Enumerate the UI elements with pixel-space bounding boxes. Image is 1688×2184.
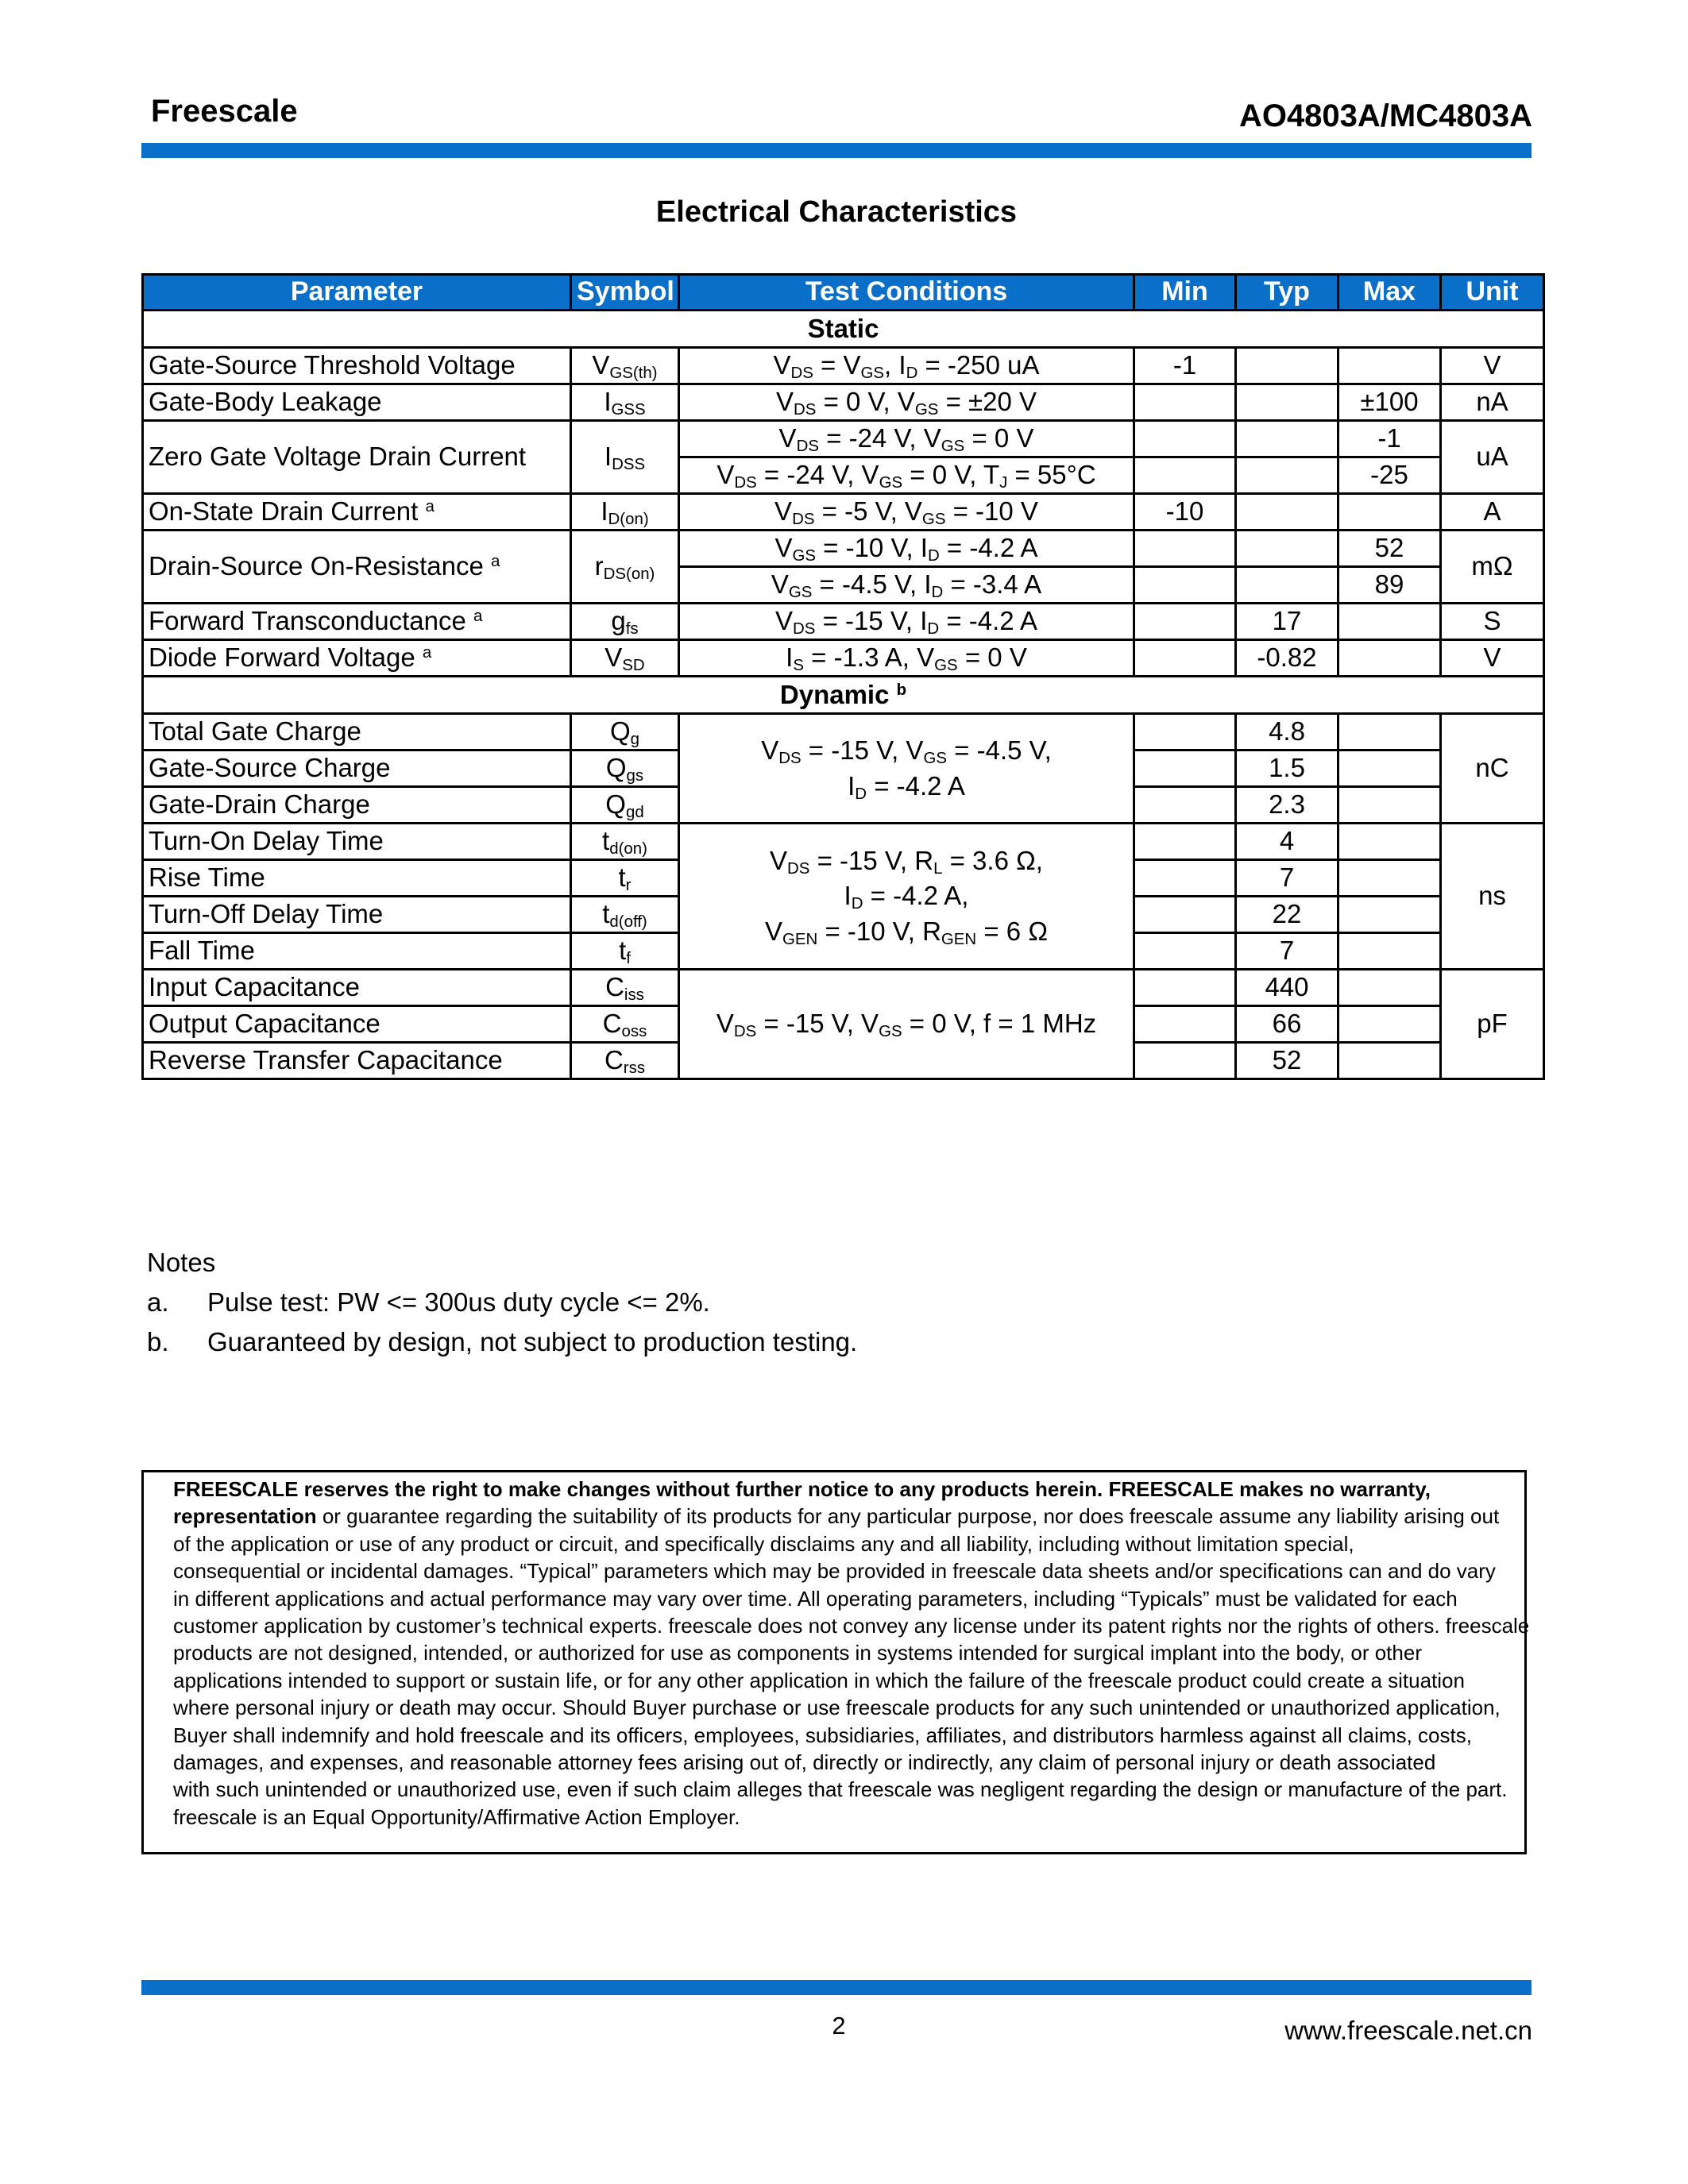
condition-cell: $V_{DS} = -24$ V, $V_{GS} = 0$ V bbox=[679, 421, 1134, 457]
table-row bbox=[143, 494, 1544, 531]
notes-section bbox=[147, 1243, 857, 1362]
unit-cell: ns bbox=[1441, 824, 1544, 970]
unit-cell: S bbox=[1441, 604, 1544, 640]
parameter-cell: Fall Time bbox=[143, 933, 571, 970]
typ-cell: 4.8 bbox=[1236, 714, 1338, 751]
table-row bbox=[143, 824, 1544, 860]
notes-heading: Notes bbox=[147, 1248, 216, 1277]
note-text: Pulse test: PW <= 300us duty cycle <= 2%. bbox=[207, 1287, 710, 1317]
column-header: Test Conditions bbox=[679, 275, 1134, 311]
max-cell: 52 bbox=[1338, 531, 1441, 567]
condition-cell: $V_{DS} = -15$ V, $I_D = -4.2$ A bbox=[679, 604, 1134, 640]
table-header-row bbox=[143, 275, 1544, 311]
symbol-cell: $Q_g$ bbox=[571, 714, 679, 751]
symbol-cell: $C_{iss}$ bbox=[571, 970, 679, 1006]
column-header: Typ bbox=[1236, 275, 1338, 311]
min-cell bbox=[1134, 860, 1236, 897]
max-cell bbox=[1338, 348, 1441, 384]
max-cell bbox=[1338, 1043, 1441, 1079]
unit-cell: uA bbox=[1441, 421, 1544, 494]
max-cell bbox=[1338, 970, 1441, 1006]
disclaimer-heading: FREESCALE reserves the right to make changes without further notice to any products herein. FREESCALE makes no warranty, bbox=[173, 1477, 1431, 1501]
note-key: b. bbox=[147, 1327, 169, 1356]
table-row bbox=[143, 604, 1544, 640]
unit-cell: mΩ bbox=[1441, 531, 1544, 604]
parameter-cell: Reverse Transfer Capacitance bbox=[143, 1043, 571, 1079]
parameter-cell: Gate-Source Charge bbox=[143, 751, 571, 787]
min-cell bbox=[1134, 604, 1236, 640]
disclaimer-line: in different applications and actual performance may vary over time. All operating parameters, including “Typicals” must be validated for each bbox=[173, 1586, 1458, 1611]
parameter-cell: On-State Drain Current $^a$ bbox=[143, 494, 571, 531]
disclaimer-line: freescale is an Equal Opportunity/Affirmative Action Employer. bbox=[173, 1804, 740, 1829]
symbol-cell: $t_r$ bbox=[571, 860, 679, 897]
symbol-cell: $g_{fs}$ bbox=[571, 604, 679, 640]
typ-cell: 2.3 bbox=[1236, 787, 1338, 824]
unit-cell: A bbox=[1441, 494, 1544, 531]
max-cell bbox=[1338, 714, 1441, 751]
min-cell bbox=[1134, 787, 1236, 824]
symbol-cell: $r_{DS(on)}$ bbox=[571, 531, 679, 604]
min-cell bbox=[1134, 933, 1236, 970]
table-row bbox=[143, 421, 1544, 457]
symbol-cell: $I_{DSS}$ bbox=[571, 421, 679, 494]
min-cell bbox=[1134, 457, 1236, 494]
unit-cell: pF bbox=[1441, 970, 1544, 1079]
column-header: Max bbox=[1338, 275, 1441, 311]
min-cell bbox=[1134, 384, 1236, 421]
min-cell bbox=[1134, 751, 1236, 787]
max-cell: -25 bbox=[1338, 457, 1441, 494]
electrical-characteristics-table bbox=[141, 273, 1545, 1080]
parameter-cell: Output Capacitance bbox=[143, 1006, 571, 1043]
symbol-cell: $V_{SD}$ bbox=[571, 640, 679, 677]
min-cell bbox=[1134, 714, 1236, 751]
typ-cell bbox=[1236, 421, 1338, 457]
disclaimer-line: customer application by customer’s technical experts. freescale does not convey any license under its patent rights nor the rights of others. freescale bbox=[173, 1614, 1530, 1638]
section-row-static bbox=[143, 311, 1544, 348]
column-header: Symbol bbox=[571, 275, 679, 311]
max-cell bbox=[1338, 494, 1441, 531]
website-url: www.freescale.net.cn bbox=[1284, 2016, 1532, 2045]
max-cell: -1 bbox=[1338, 421, 1441, 457]
condition-cell: $V_{DS} = 0$ V, $V_{GS} = \pm 20$ V bbox=[679, 384, 1134, 421]
note-marker: a bbox=[422, 643, 432, 662]
parameter-cell: Forward Transconductance $^a$ bbox=[143, 604, 571, 640]
header-rule bbox=[141, 143, 1532, 158]
typ-cell: 7 bbox=[1236, 860, 1338, 897]
note-text: Guaranteed by design, not subject to production testing. bbox=[207, 1327, 858, 1356]
min-cell bbox=[1134, 1006, 1236, 1043]
column-header: Unit bbox=[1441, 275, 1544, 311]
symbol-cell: $t_f$ bbox=[571, 933, 679, 970]
parameter-cell: Diode Forward Voltage $^a$ bbox=[143, 640, 571, 677]
typ-cell: 52 bbox=[1236, 1043, 1338, 1079]
condition-cell: $I_S = -1.3$ A, $V_{GS} = 0$ V bbox=[679, 640, 1134, 677]
parameter-cell: Drain-Source On-Resistance $^a$ bbox=[143, 531, 571, 604]
min-cell bbox=[1134, 640, 1236, 677]
parameter-cell: Turn-Off Delay Time bbox=[143, 897, 571, 933]
note-marker: a bbox=[425, 497, 435, 516]
min-cell bbox=[1134, 897, 1236, 933]
min-cell bbox=[1134, 421, 1236, 457]
parameter-cell: Gate-Drain Charge bbox=[143, 787, 571, 824]
max-cell: 89 bbox=[1338, 567, 1441, 604]
symbol-cell: $t_{d(off)}$ bbox=[571, 897, 679, 933]
page-title: Electrical Characteristics bbox=[655, 195, 1018, 229]
unit-cell: V bbox=[1441, 640, 1544, 677]
typ-cell bbox=[1236, 567, 1338, 604]
typ-cell bbox=[1236, 348, 1338, 384]
max-cell bbox=[1338, 933, 1441, 970]
condition-cell: $V_{GS} = -10$ V, $I_D = -4.2$ A bbox=[679, 531, 1134, 567]
min-cell bbox=[1134, 824, 1236, 860]
disclaimer-line: of the application or use of any product or circuit, and specifically disclaims any and all liability, including without limitation special, bbox=[173, 1531, 1354, 1556]
max-cell bbox=[1338, 860, 1441, 897]
column-header: Parameter bbox=[143, 275, 571, 311]
max-cell bbox=[1338, 751, 1441, 787]
table-row bbox=[143, 640, 1544, 677]
condition-cell: $V_{DS} = -15$ V, $R_L = 3.6$ Ω, $I_D = -4.2$ A, $V_{GEN} = -10$ V, $R_{GEN} = 6$ Ω bbox=[679, 824, 1134, 970]
unit-cell: V bbox=[1441, 348, 1544, 384]
min-cell bbox=[1134, 567, 1236, 604]
symbol-cell: $Q_{gd}$ bbox=[571, 787, 679, 824]
symbol-cell: $t_{d(on)}$ bbox=[571, 824, 679, 860]
section-title: Static bbox=[143, 311, 1544, 348]
typ-cell: 17 bbox=[1236, 604, 1338, 640]
max-cell bbox=[1338, 640, 1441, 677]
symbol-cell: $I_{GSS}$ bbox=[571, 384, 679, 421]
max-cell bbox=[1338, 824, 1441, 860]
condition-cell: $V_{DS} = V_{GS}$, $I_D = -250$ uA bbox=[679, 348, 1134, 384]
condition-cell: $V_{DS} = -24$ V, $V_{GS} = 0$ V, $T_J = 55^\circ C$ bbox=[679, 457, 1134, 494]
max-cell bbox=[1338, 1006, 1441, 1043]
symbol-cell: $I_{D(on)}$ bbox=[571, 494, 679, 531]
min-cell bbox=[1134, 970, 1236, 1006]
typ-cell bbox=[1236, 457, 1338, 494]
typ-cell bbox=[1236, 531, 1338, 567]
typ-cell: 22 bbox=[1236, 897, 1338, 933]
note-marker: b bbox=[896, 680, 907, 699]
brand-name: Freescale bbox=[151, 94, 298, 129]
disclaimer-line: representation or guarantee regarding the suitability of its products for any particular purpose, nor does freescale assume any liability arising out bbox=[173, 1504, 1500, 1529]
unit-cell: nC bbox=[1441, 714, 1544, 824]
min-cell: -10 bbox=[1134, 494, 1236, 531]
table-row bbox=[143, 970, 1544, 1006]
parameter-cell: Gate-Body Leakage bbox=[143, 384, 571, 421]
disclaimer-line: products are not designed, intended, or authorized for use as components in systems intended for surgical implant into the body, or other bbox=[173, 1641, 1422, 1665]
disclaimer-line: consequential or incidental damages. “Typical” parameters which may be provided in freescale data sheets and/or specifications can and do vary bbox=[173, 1559, 1496, 1584]
condition-cell: $V_{DS} = -5$ V, $V_{GS} = -10$ V bbox=[679, 494, 1134, 531]
typ-cell: 1.5 bbox=[1236, 751, 1338, 787]
table-row bbox=[143, 384, 1544, 421]
parameter-cell: Rise Time bbox=[143, 860, 571, 897]
note-item bbox=[147, 1322, 857, 1362]
column-header: Min bbox=[1134, 275, 1236, 311]
symbol-cell: $C_{oss}$ bbox=[571, 1006, 679, 1043]
parameter-cell: Gate-Source Threshold Voltage bbox=[143, 348, 571, 384]
typ-cell bbox=[1236, 384, 1338, 421]
footer-rule bbox=[141, 1980, 1532, 1995]
condition-cell: $V_{GS} = -4.5$ V, $I_D = -3.4$ A bbox=[679, 567, 1134, 604]
disclaimer-line: damages, and expenses, and reasonable attorney fees arising out of, directly or indirectly, any claim of personal injury or death associated bbox=[173, 1750, 1436, 1775]
min-cell: -1 bbox=[1134, 348, 1236, 384]
document-part-number: AO4803A/MC4803A bbox=[1238, 98, 1532, 133]
max-cell: ±100 bbox=[1338, 384, 1441, 421]
page-number: 2 bbox=[832, 2012, 846, 2039]
symbol-cell: $C_{rss}$ bbox=[571, 1043, 679, 1079]
parameter-cell: Total Gate Charge bbox=[143, 714, 571, 751]
disclaimer-line: applications intended to support or sustain life, or for any other application in which the failure of the freescale product could create a situation bbox=[173, 1668, 1465, 1692]
table-row bbox=[143, 348, 1544, 384]
min-cell bbox=[1134, 531, 1236, 567]
note-item bbox=[147, 1283, 857, 1322]
disclaimer-line: with such unintended or unauthorized use, even if such claim alleges that freescale was negligent regarding the design or manufacture of the part. bbox=[173, 1777, 1508, 1802]
disclaimer-line: where personal injury or death may occur. Should Buyer purchase or use freescale products for any such unintended or unauthorized application, bbox=[173, 1696, 1501, 1720]
symbol-cell: $V_{GS(th)}$ bbox=[571, 348, 679, 384]
parameter-cell: Turn-On Delay Time bbox=[143, 824, 571, 860]
condition-cell: $V_{DS} = -15$ V, $V_{GS} = 0$ V, f = 1 MHz bbox=[679, 970, 1134, 1079]
unit-cell: nA bbox=[1441, 384, 1544, 421]
symbol-cell: $Q_{gs}$ bbox=[571, 751, 679, 787]
max-cell bbox=[1338, 604, 1441, 640]
parameter-cell: Zero Gate Voltage Drain Current bbox=[143, 421, 571, 494]
typ-cell: -0.82 bbox=[1236, 640, 1338, 677]
typ-cell: 440 bbox=[1236, 970, 1338, 1006]
note-marker: a bbox=[491, 552, 500, 571]
max-cell bbox=[1338, 897, 1441, 933]
note-key: a. bbox=[147, 1287, 169, 1317]
parameter-cell: Input Capacitance bbox=[143, 970, 571, 1006]
section-row-dynamic bbox=[143, 677, 1544, 714]
table-row bbox=[143, 714, 1544, 751]
min-cell bbox=[1134, 1043, 1236, 1079]
section-title: Dynamic $^b$ bbox=[143, 677, 1544, 714]
max-cell bbox=[1338, 787, 1441, 824]
typ-cell bbox=[1236, 494, 1338, 531]
disclaimer-line: Buyer shall indemnify and hold freescale and its officers, employees, subsidiaries, affiliates, and distributors harmless against all claims, costs, bbox=[173, 1723, 1472, 1747]
typ-cell: 4 bbox=[1236, 824, 1338, 860]
table-row bbox=[143, 531, 1544, 567]
condition-cell: $V_{DS} = -15$ V, $V_{GS} = -4.5$ V, $I_D = -4.2$ A bbox=[679, 714, 1134, 824]
typ-cell: 66 bbox=[1236, 1006, 1338, 1043]
note-marker: a bbox=[473, 607, 483, 626]
typ-cell: 7 bbox=[1236, 933, 1338, 970]
disclaimer-box bbox=[141, 1470, 1530, 1854]
